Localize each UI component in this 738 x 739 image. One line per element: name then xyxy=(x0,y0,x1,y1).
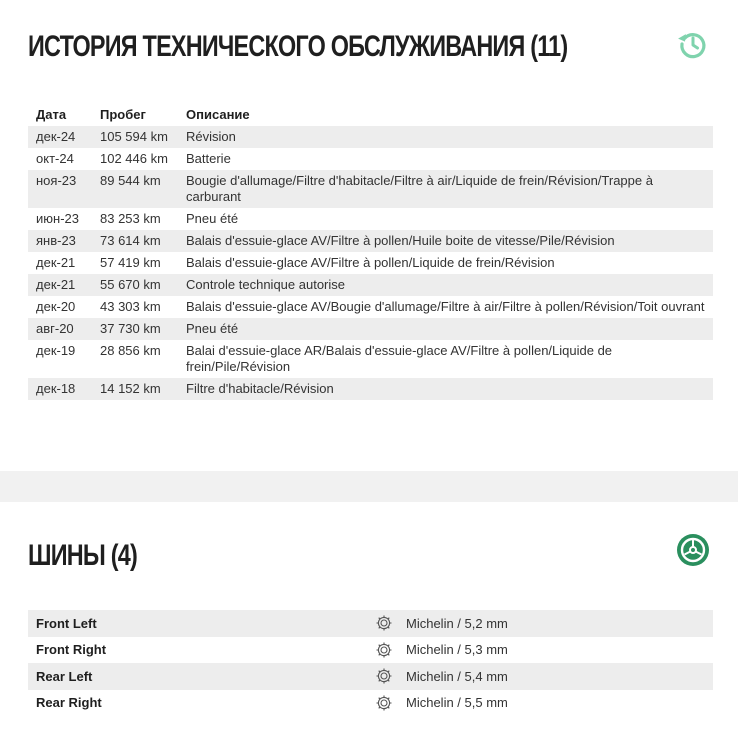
tire-value: Michelin / 5,4 mm xyxy=(406,668,508,684)
column-header-mileage: Пробег xyxy=(100,107,146,122)
gear-icon xyxy=(372,641,396,659)
tires-section xyxy=(0,502,738,739)
cell-mileage: 28 856 km xyxy=(100,343,161,358)
tires-title: ШИНЫ (4) xyxy=(28,539,138,572)
tire-value: Michelin / 5,2 mm xyxy=(406,615,508,631)
cell-description: Controle technique autorise xyxy=(178,274,713,296)
table-row xyxy=(28,296,713,318)
table-row xyxy=(28,340,713,378)
tire-position: Front Right xyxy=(36,642,107,658)
cell-mileage: 55 670 km xyxy=(92,274,178,296)
cell-mileage: 105 594 km xyxy=(92,126,178,148)
tire-position: Rear Right xyxy=(36,695,102,711)
cell-mileage: 83 253 km xyxy=(100,211,161,226)
table-row xyxy=(28,318,713,340)
list-item xyxy=(28,690,713,717)
cell-date: дек-21 xyxy=(36,255,76,270)
gear-icon xyxy=(372,694,396,712)
section-divider xyxy=(0,471,738,502)
cell-date: дек-24 xyxy=(28,126,92,148)
cell-date: окт-24 xyxy=(36,151,74,166)
tire-position: Front Left xyxy=(36,615,97,631)
cell-mileage: 73 614 km xyxy=(92,230,178,252)
cell-description: Pneu été xyxy=(186,211,239,226)
cell-date: янв-23 xyxy=(28,230,92,252)
table-row xyxy=(28,148,713,170)
column-header-date: Дата xyxy=(36,107,67,122)
cell-mileage: 102 446 km xyxy=(100,151,168,166)
tire-icon[interactable] xyxy=(676,533,710,567)
cell-date: ноя-23 xyxy=(28,170,92,208)
column-header-description: Описание xyxy=(186,107,250,122)
table-row xyxy=(28,274,713,296)
table-row xyxy=(28,208,713,230)
gear-icon xyxy=(372,614,396,632)
tire-value: Michelin / 5,5 mm xyxy=(406,695,508,711)
cell-description: Pneu été xyxy=(178,318,713,340)
table-row xyxy=(28,252,713,274)
history-icon[interactable] xyxy=(676,27,710,61)
cell-date: дек-18 xyxy=(28,378,92,400)
cell-date: дек-21 xyxy=(28,274,92,296)
cell-description: Bougie d'allumage/Filtre d'habitacle/Filtre à air/Liquide de frein/Révision/Trappe à carburant xyxy=(178,170,713,208)
list-item xyxy=(28,637,713,664)
table-row xyxy=(28,126,713,148)
cell-description: Balai d'essuie-glace AR/Balais d'essuie-glace AV/Filtre à pollen/Liquide de frein/Pile/Révision xyxy=(186,343,613,374)
cell-description: Balais d'essuie-glace AV/Filtre à pollen/Liquide de frein/Révision xyxy=(186,255,555,270)
list-item xyxy=(28,663,713,690)
table-row xyxy=(28,170,713,208)
cell-date: июн-23 xyxy=(36,211,79,226)
tire-list xyxy=(28,610,713,716)
table-header-row xyxy=(28,104,713,126)
cell-mileage: 57 419 km xyxy=(100,255,161,270)
cell-date: дек-20 xyxy=(36,299,76,314)
gear-icon xyxy=(372,667,396,685)
table-row xyxy=(28,378,713,400)
tire-position: Rear Left xyxy=(36,668,93,684)
cell-mileage: 89 544 km xyxy=(92,170,178,208)
maintenance-history-title: ИСТОРИЯ ТЕХНИЧЕСКОГО ОБСЛУЖИВАНИЯ (11) xyxy=(28,30,568,63)
list-item xyxy=(28,610,713,637)
cell-mileage: 14 152 km xyxy=(92,378,178,400)
cell-description: Révision xyxy=(178,126,713,148)
cell-date: авг-20 xyxy=(28,318,92,340)
cell-description: Filtre d'habitacle/Révision xyxy=(178,378,713,400)
cell-description: Balais d'essuie-glace AV/Bougie d'allumage/Filtre à air/Filtre à pollen/Révision/Toit ouvrant xyxy=(186,299,705,314)
cell-mileage: 37 730 km xyxy=(92,318,178,340)
cell-date: дек-19 xyxy=(36,343,76,358)
tire-value: Michelin / 5,3 mm xyxy=(406,642,508,658)
cell-description: Batterie xyxy=(186,151,231,166)
table-row xyxy=(28,230,713,252)
cell-description: Balais d'essuie-glace AV/Filtre à pollen/Huile boite de vitesse/Pile/Révision xyxy=(178,230,713,252)
cell-mileage: 43 303 km xyxy=(100,299,161,314)
maintenance-history-table xyxy=(28,104,713,400)
